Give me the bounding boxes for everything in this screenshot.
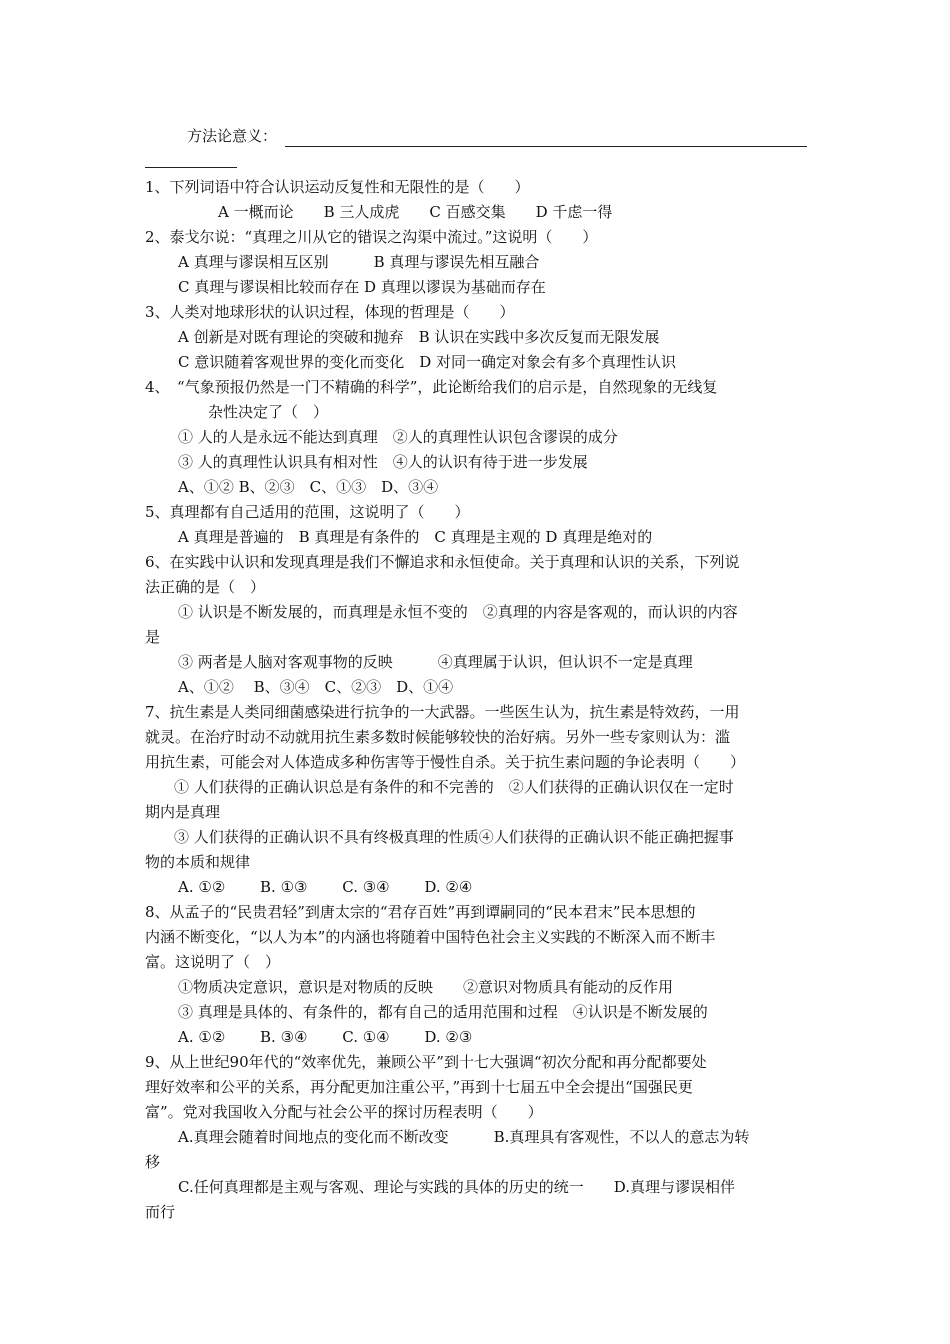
q9-stem-line2: 理好效率和公平的关系，再分配更加注重公平，”再到十七届五中全会提出“国强民更 bbox=[145, 1078, 693, 1096]
q9-options-ab-continued: 移 bbox=[145, 1153, 161, 1171]
q2-options-ab: A 真理与谬误相互区别 B 真理与谬误先相互融合 bbox=[178, 253, 540, 271]
q9-options-cd: C.任何真理都是主观与客观、理论与实践的具体的历史的统一 D.真理与谬误相伴 bbox=[178, 1178, 735, 1196]
q7-stem: 7、抗生素是人类同细菌感染进行抗争的一大武器。一些医生认为，抗生素是特效药，一用 bbox=[145, 703, 740, 721]
q1-stem: 1、下列词语中符合认识运动反复性和无限性的是（ ） bbox=[145, 178, 530, 196]
q5-stem: 5、真理都有自己适用的范围，这说明了（ ） bbox=[145, 503, 470, 521]
q7-statements-12-continued: 期内是真理 bbox=[145, 803, 221, 821]
q4-statements-34: ③ 人的真理性认识具有相对性 ④人的认识有待于进一步发展 bbox=[178, 453, 588, 471]
methodology-label: 方法论意义： bbox=[187, 127, 278, 145]
q8-options: A. ①② B. ③④ C. ①④ D. ②③ bbox=[178, 1028, 473, 1046]
q1-options: A 一概而论 B 三人成虎 C 百感交集 D 千虑一得 bbox=[218, 203, 613, 221]
q6-statements-34: ③ 两者是人脑对客观事物的反映 ④真理属于认识，但认识不一定是真理 bbox=[178, 653, 693, 671]
q8-statements-12: ①物质决定意识，意识是对物质的反映 ②意识对物质具有能动的反作用 bbox=[178, 978, 674, 996]
q6-statements-12: ① 认识是不断发展的，而真理是永恒不变的 ②真理的内容是客观的，而认识的内容 bbox=[178, 603, 738, 621]
q4-stem-continued: 杂性决定了（ ） bbox=[208, 403, 329, 421]
q4-options: A、①② B、②③ C、①③ D、③④ bbox=[178, 478, 439, 496]
q8-stem: 8、从孟子的“民贵君轻”到唐太宗的“君存百姓”再到谭嗣同的“民本君末”民本思想的 bbox=[145, 903, 696, 921]
q7-stem-line2: 就灵。在治疗时动不动就用抗生素多数时候能够较快的治好病。另外一些专家则认为：滥 bbox=[145, 728, 731, 746]
q9-options-ab: A.真理会随着时间地点的变化而不断改变 B.真理具有客观性，不以人的意志为转 bbox=[178, 1128, 750, 1146]
q2-stem: 2、泰戈尔说：“真理之川从它的错误之沟渠中流过。”这说明（ ） bbox=[145, 228, 598, 246]
q4-statements-12: ① 人的人是永远不能达到真理 ②人的真理性认识包含谬误的成分 bbox=[178, 428, 618, 446]
q6-stem: 6、在实践中认识和发现真理是我们不懈追求和永恒使命。关于真理和认识的关系，下列说 bbox=[145, 553, 740, 571]
q6-options: A、①② B、③④ C、②③ D、①④ bbox=[178, 678, 454, 696]
q9-stem: 9、从上世纪90年代的“效率优先，兼顾公平”到十七大强调“初次分配和再分配都要处 bbox=[145, 1053, 707, 1071]
q4-stem: 4、 “气象预报仍然是一门不精确的科学”，此论断给我们的启示是，自然现象的无线复 bbox=[145, 378, 718, 396]
answer-blank-continuation bbox=[145, 167, 237, 168]
q5-options: A 真理是普遍的 B 真理是有条件的 C 真理是主观的 D 真理是绝对的 bbox=[178, 528, 653, 546]
q8-statements-34: ③ 真理是具体的、有条件的，都有自己的适用范围和过程 ④认识是不断发展的 bbox=[178, 1003, 708, 1021]
q6-statements-12-continued: 是 bbox=[145, 628, 161, 646]
q9-stem-line3: 富”。党对我国收入分配与社会公平的探讨历程表明（ ） bbox=[145, 1103, 543, 1121]
q7-stem-line3: 用抗生素，可能会对人体造成多种伤害等于慢性自杀。关于抗生素问题的争论表明（ ） bbox=[145, 753, 746, 771]
q7-statements-12: ① 人们获得的正确认识总是有条件的和不完善的 ②人们获得的正确认识仅在一定时 bbox=[174, 778, 734, 796]
q6-stem-continued: 法正确的是（ ） bbox=[145, 578, 266, 596]
q7-statements-34: ③ 人们获得的正确认识不具有终极真理的性质④人们获得的正确认识不能正确把握事 bbox=[174, 828, 734, 846]
q7-statements-34-continued: 物的本质和规律 bbox=[145, 853, 251, 871]
q9-options-cd-continued: 而行 bbox=[145, 1203, 176, 1221]
q7-options: A. ①② B. ①③ C. ③④ D. ②④ bbox=[178, 878, 473, 896]
q8-stem-line3: 富。这说明了（ ） bbox=[145, 953, 281, 971]
q3-stem: 3、人类对地球形状的认识过程，体现的哲理是（ ） bbox=[145, 303, 515, 321]
q3-options-ab: A 创新是对既有理论的突破和抛弃 B 认识在实践中多次反复而无限发展 bbox=[178, 328, 660, 346]
answer-blank-line bbox=[285, 146, 807, 147]
q3-options-cd: C 意识随着客观世界的变化而变化 D 对同一确定对象会有多个真理性认识 bbox=[178, 353, 677, 371]
q2-options-cd: C 真理与谬误相比较而存在 D 真理以谬误为基础而存在 bbox=[178, 278, 546, 296]
q8-stem-line2: 内涵不断变化，“以人为本”的内涵也将随着中国特色社会主义实践的不断深入而不断丰 bbox=[145, 928, 716, 946]
